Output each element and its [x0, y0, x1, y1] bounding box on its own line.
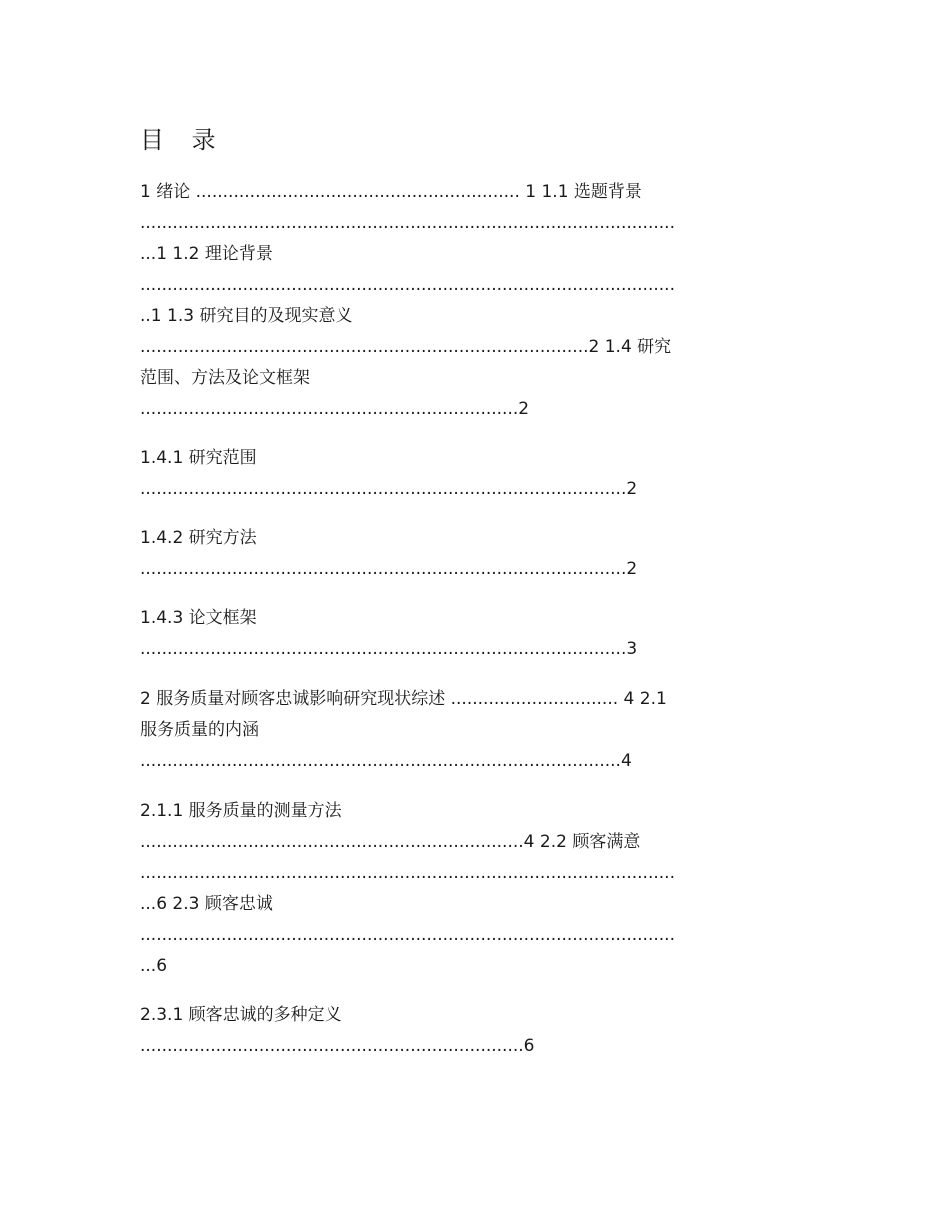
toc-line: ..........................................................................................2: [140, 479, 638, 499]
toc-line: 1.4.1 研究范围: [140, 448, 257, 468]
toc-line: ...1 1.2 理论背景: [140, 244, 273, 264]
toc-title: 目 录: [140, 126, 226, 154]
toc-line: 服务质量的内涵: [140, 720, 259, 740]
toc-line: ...................................................................................................: [140, 213, 675, 233]
toc-line: ..1 1.3 研究目的及现实意义: [140, 306, 353, 326]
toc-line: 2.1.1 服务质量的测量方法: [140, 801, 342, 821]
toc-line: .......................................................................4 2.2 顾客满意: [140, 832, 641, 852]
toc-line: ...................................................................................................: [140, 925, 675, 945]
toc-line: 1.4.2 研究方法: [140, 528, 257, 548]
toc-line: 2 服务质量对顾客忠诚影响研究现状综述 ............................... 4 2.1: [140, 689, 667, 709]
toc-line: ..........................................................................................2: [140, 559, 638, 579]
toc-line: ......................................................................2: [140, 399, 530, 419]
toc-line: ...................................................................................................: [140, 275, 675, 295]
toc-line: 1 绪论 ............................................................ 1 1.1 选题背景: [140, 182, 642, 202]
toc-line: .......................................................................6: [140, 1036, 535, 1056]
toc-line: ...................................................................................................: [140, 863, 675, 883]
toc-line: ...6: [140, 956, 168, 976]
toc-line: 1.4.3 论文框架: [140, 608, 257, 628]
toc-line: 范围、方法及论文框架: [140, 368, 310, 388]
toc-line: ...................................................................................2 1.4 研究: [140, 337, 672, 357]
toc-line: ...6 2.3 顾客忠诚: [140, 894, 273, 914]
toc-line: 2.3.1 顾客忠诚的多种定义: [140, 1005, 342, 1025]
toc-line: ..........................................................................................3: [140, 639, 638, 659]
toc-line: .........................................................................................4: [140, 751, 632, 771]
